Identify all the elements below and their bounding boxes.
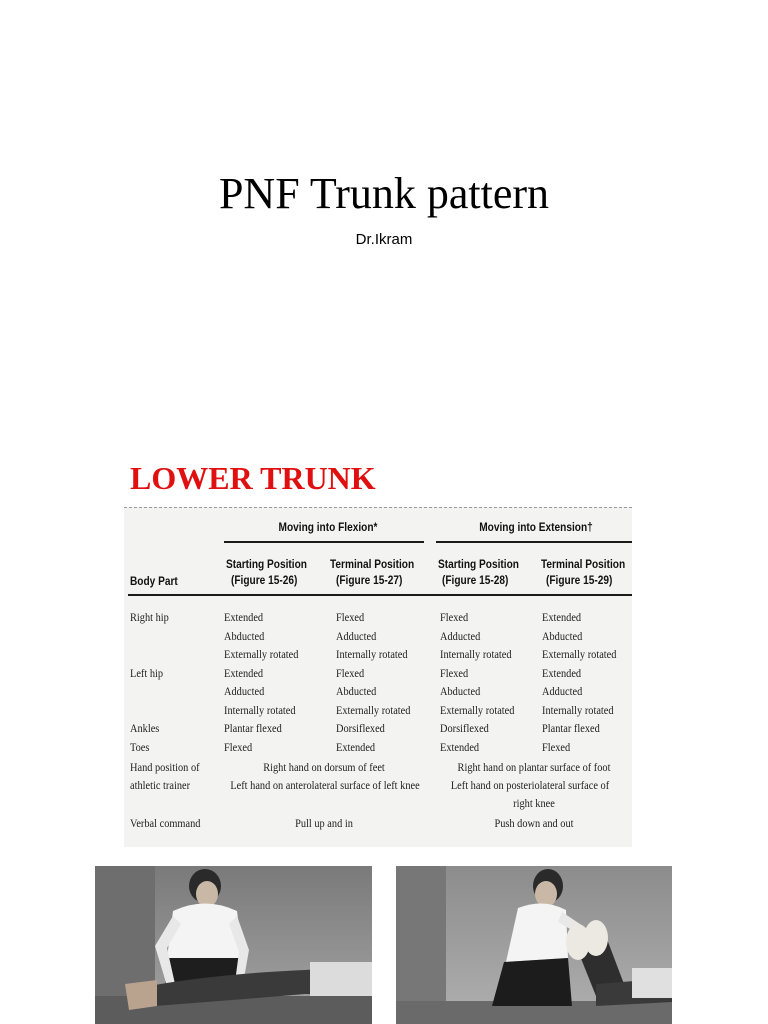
table-cell-flexion-terminal: Internally rotated [336, 649, 408, 661]
table-cell-flexion-terminal: Flexed [336, 667, 365, 680]
slide-subtitle: Dr.Ikram [355, 231, 413, 248]
table-cell-flexion-terminal: Externally rotated [336, 704, 411, 717]
extension-demonstration-photo [396, 866, 672, 1024]
table-cell-extension-start: Dorsiflexed [440, 723, 489, 735]
verbal-command-extension: Push down and out [494, 818, 574, 830]
hand-position-extension-3: right knee [513, 798, 555, 810]
table-cell-body-part: Ankles [130, 723, 160, 735]
table-cell-flexion-start: Adducted [224, 686, 265, 698]
header-rule [128, 594, 632, 596]
table-cell-flexion-start: Abducted [224, 630, 265, 643]
table-cell-extension-terminal: Flexed [542, 741, 571, 754]
hand-position-extension-2: Left hand on posteriolateral surface of [450, 780, 610, 792]
hand-position-extension-1: Right hand on plantar surface of foot [457, 762, 611, 774]
table-cell-flexion-start: Externally rotated [224, 649, 299, 661]
group-header-extension: Moving into Extension† [479, 522, 593, 534]
extension-photo-image [396, 866, 672, 1024]
col-header-ext-term-2: (Figure 15-29) [546, 575, 613, 587]
hand-position-label-1: Hand position of [130, 762, 200, 774]
lower-trunk-table [124, 507, 632, 847]
col-header-ext-term-1: Terminal Position [541, 559, 626, 571]
extension-group-rule [436, 541, 632, 543]
table-cell-extension-terminal: Plantar flexed [542, 723, 600, 735]
table-cell-extension-start: Flexed [440, 612, 469, 624]
table-cell-flexion-terminal: Adducted [336, 630, 377, 643]
flexion-demonstration-photo [95, 866, 372, 1024]
table-cell-body-part: Left hip [130, 667, 164, 680]
col-header-ext-start-2: (Figure 15-28) [442, 575, 509, 587]
table-cell-extension-terminal: Adducted [542, 686, 583, 698]
col-header-body-part: Body Part [130, 576, 178, 588]
hand-position-flexion-2: Left hand on anterolateral surface of left knee [230, 780, 420, 792]
table-cell-body-part: Right hip [130, 612, 169, 624]
table-cell-body-part: Toes [130, 741, 150, 754]
verbal-command-label: Verbal command [130, 818, 201, 830]
section-title: LOWER TRUNK [130, 460, 376, 496]
table-cell-extension-start: Extended [440, 741, 480, 754]
col-header-flex-start-2: (Figure 15-26) [231, 575, 298, 587]
hand-position-flexion-1: Right hand on dorsum of feet [263, 762, 385, 774]
table-cell-extension-start: Abducted [440, 686, 481, 698]
table-cell-flexion-start: Flexed [224, 741, 253, 754]
table-cell-extension-start: Externally rotated [440, 704, 515, 717]
table-cell-extension-start: Adducted [440, 630, 481, 643]
table-cell-flexion-start: Extended [224, 667, 264, 680]
col-header-ext-start-1: Starting Position [438, 559, 519, 571]
col-header-flex-term-2: (Figure 15-27) [336, 575, 403, 587]
table-cell-flexion-start: Internally rotated [224, 704, 296, 717]
table-cell-extension-terminal: Extended [542, 612, 582, 624]
table-cell-flexion-terminal: Dorsiflexed [336, 723, 385, 735]
col-header-flex-term-1: Terminal Position [330, 559, 415, 571]
table-cell-flexion-start: Extended [224, 612, 264, 624]
table-cell-extension-terminal: Abducted [542, 630, 583, 643]
table-cell-extension-terminal: Externally rotated [542, 649, 617, 661]
flexion-group-rule [224, 541, 424, 543]
table-cell-extension-start: Flexed [440, 667, 469, 680]
col-header-flex-start-1: Starting Position [226, 559, 307, 571]
table-cell-flexion-terminal: Abducted [336, 686, 377, 698]
flexion-photo-image [95, 866, 372, 1024]
table-cell-flexion-start: Plantar flexed [224, 723, 282, 735]
hand-position-label-2: athletic trainer [130, 780, 191, 792]
group-header-flexion: Moving into Flexion* [278, 522, 378, 534]
table-cell-flexion-terminal: Extended [336, 741, 376, 754]
table-cell-extension-terminal: Internally rotated [542, 704, 614, 717]
table-cell-extension-start: Internally rotated [440, 649, 512, 661]
table-cell-flexion-terminal: Flexed [336, 612, 365, 624]
verbal-command-flexion: Pull up and in [295, 818, 353, 830]
table-cell-extension-terminal: Extended [542, 667, 582, 680]
slide-title: PNF Trunk pattern [218, 169, 550, 218]
